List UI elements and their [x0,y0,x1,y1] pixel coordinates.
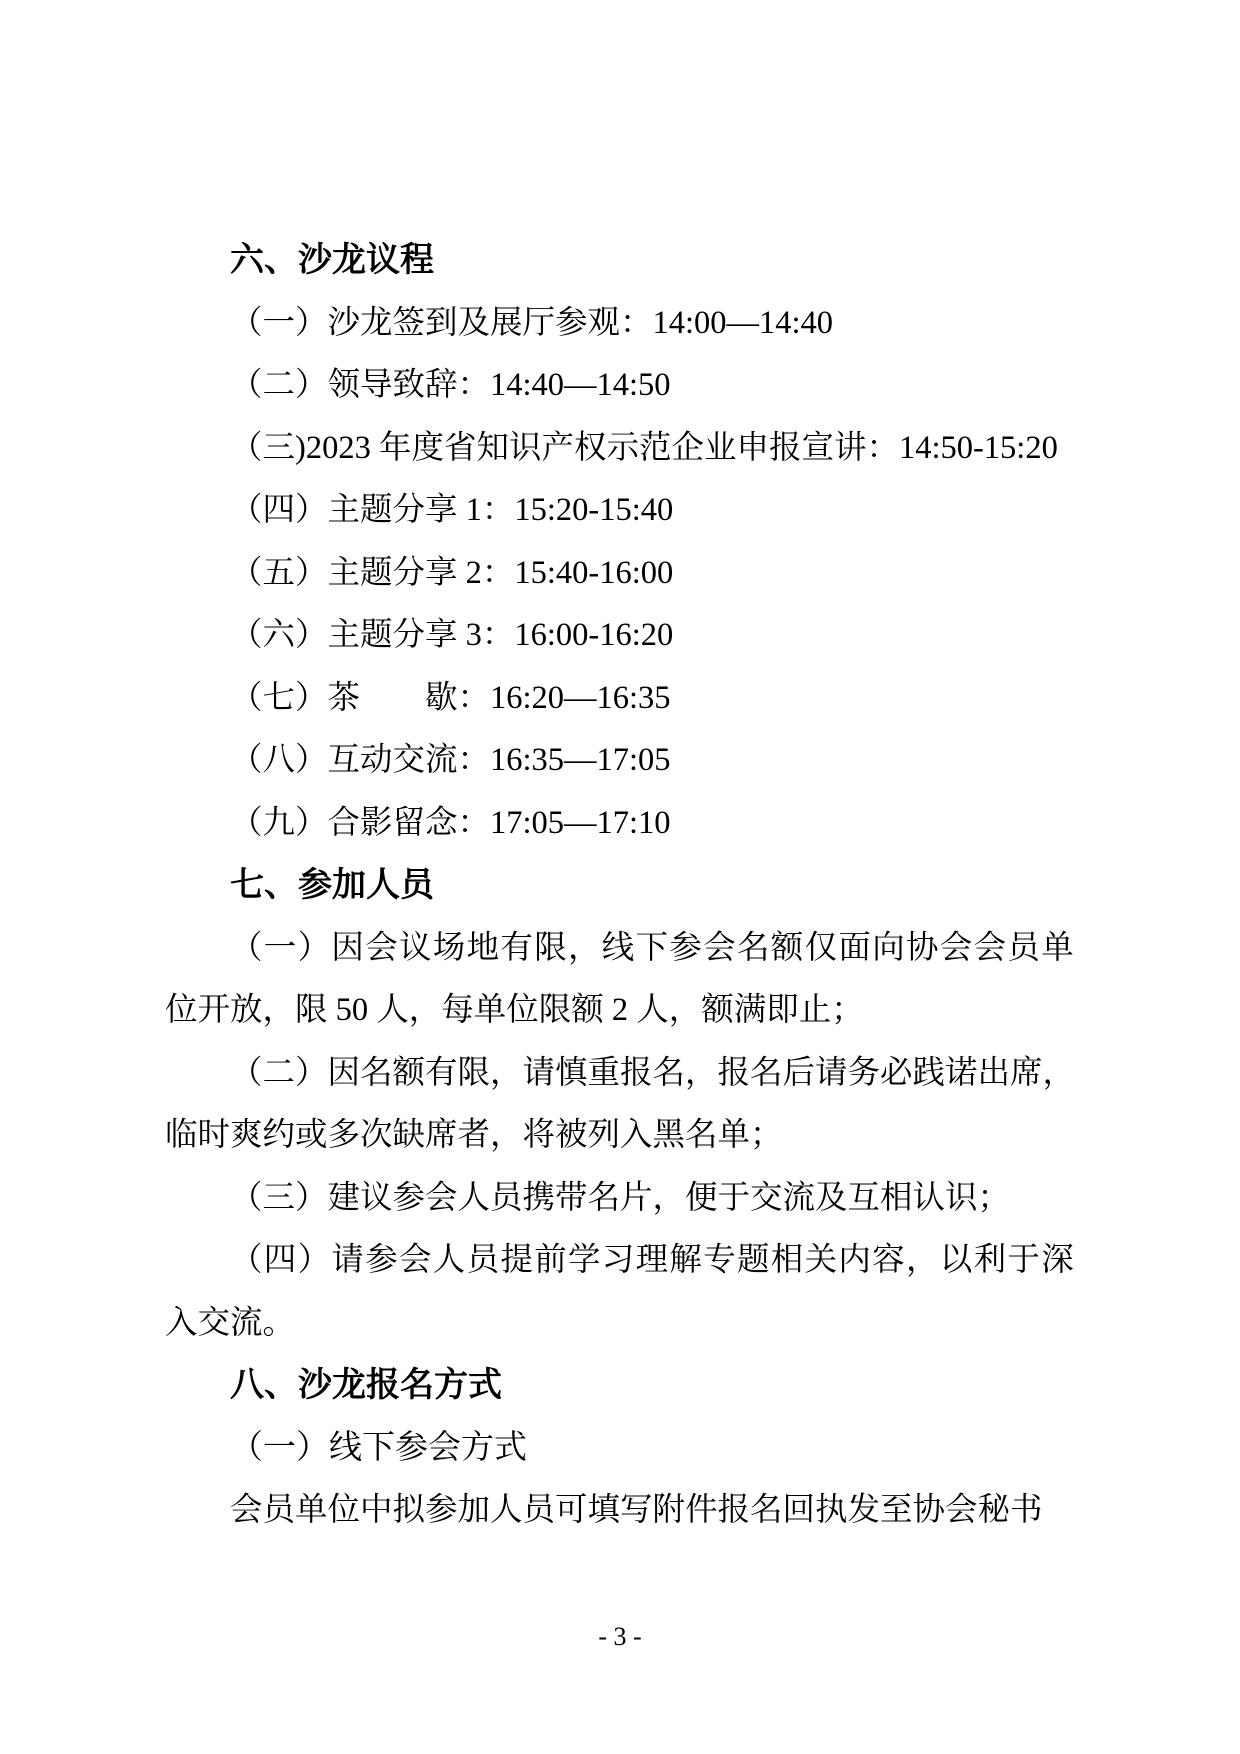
participants-paragraph-2-line-1: （二）因名额有限，请慎重报名，报名后请务必践诺出席， [230,1054,1076,1091]
participants-paragraph-4-line-2: 入交流。 [165,1304,296,1341]
agenda-item-9: （九）合影留念：17:05—17:10 [230,804,671,841]
participants-paragraph-1-line-2: 位开放，限 50 人，每单位限额 2 人，额满即止； [165,992,864,1028]
agenda-item-7: （七）茶 歇：16:20—16:35 [230,679,671,716]
registration-subheading-offline: （一）线下参会方式 [230,1429,527,1466]
participants-paragraph-1-line-1: （一）因会议场地有限，线下参会名额仅面向协会会员单 [230,929,1076,966]
section-heading-participants: 七、参加人员 [230,866,434,904]
agenda-item-2: （二）领导致辞：14:40—14:50 [230,367,671,403]
agenda-item-5: （五）主题分享 2：15:40-16:00 [230,554,674,591]
participants-paragraph-3: （三）建议参会人员携带名片，便于交流及互相认识； [230,1179,1011,1216]
agenda-item-8: （八）互动交流：16:35—17:05 [230,742,671,778]
agenda-item-4: （四）主题分享 1：15:20-15:40 [230,492,674,528]
document-content [165,229,1075,1542]
section-heading-agenda: 六、沙龙议程 [230,241,434,279]
section-heading-registration: 八、沙龙报名方式 [230,1366,502,1404]
participants-paragraph-2-line-2: 临时爽约或多次缺席者，将被列入黑名单； [165,1117,783,1153]
agenda-item-3: （三)2023 年度省知识产权示范企业申报宣讲：14:50-15:20 [230,429,1058,466]
page-number: - 3 - [598,1622,642,1651]
agenda-item-6: （六）主题分享 3：16:00-16:20 [230,617,674,653]
participants-paragraph-4-line-1: （四）请参会人员提前学习理解专题相关内容，以利于深 [230,1242,1076,1278]
registration-paragraph-line-1: 会员单位中拟参加人员可填写附件报名回执发至协会秘书 [230,1492,1043,1528]
agenda-item-1: （一）沙龙签到及展厅参观：14:00—14:40 [230,304,834,341]
